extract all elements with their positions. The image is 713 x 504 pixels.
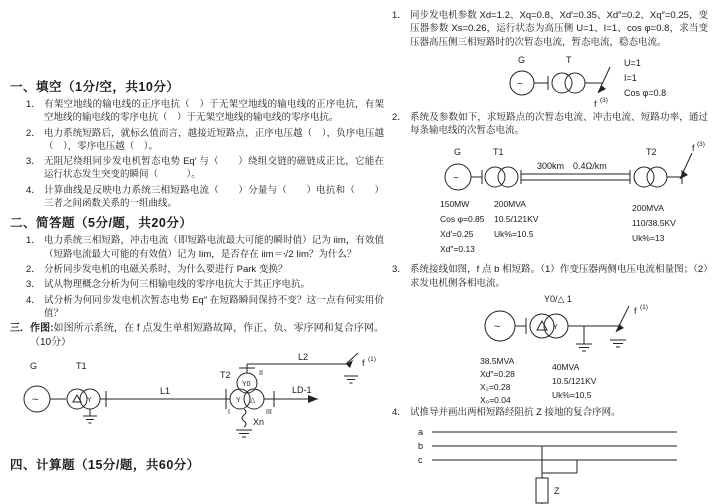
svg-text:Cos φ=0.85: Cos φ=0.85 bbox=[440, 214, 485, 225]
generator-label: G bbox=[30, 361, 38, 372]
t2-label: T2 bbox=[646, 147, 657, 158]
t1-parameters bbox=[494, 199, 539, 239]
calc-question-1 bbox=[392, 9, 708, 49]
neutral-ground bbox=[576, 326, 592, 351]
short-answer-item bbox=[26, 263, 384, 276]
svg-text:X₂=0.28: X₂=0.28 bbox=[480, 382, 511, 393]
neutral-reactor-xn bbox=[236, 409, 264, 437]
item-text: 试分析为何同步发电机次暂态电势 Eq″ 在短路瞬间保持不变？这一点有何实用价值？ bbox=[44, 294, 384, 319]
item-text: 系统接线如图，f 点 b 相短路。（1）作变压器两侧电压电流相量图；（2）求发电机侧各相电流。 bbox=[410, 264, 708, 289]
generator-label: G bbox=[454, 147, 462, 158]
t2-y0-winding: Y0 bbox=[242, 381, 251, 389]
svg-text:110/38.5KV: 110/38.5KV bbox=[632, 218, 676, 229]
transformer-label: T bbox=[566, 54, 572, 65]
svg-text:Xd′=0.25: Xd′=0.25 bbox=[440, 229, 474, 240]
transformer-symbol bbox=[530, 314, 568, 338]
generator-label: G bbox=[518, 54, 526, 65]
t1-label: T1 bbox=[493, 147, 504, 158]
ground-symbol bbox=[344, 376, 358, 383]
fault-superscript: (1) bbox=[640, 304, 648, 312]
calc-question-3 bbox=[392, 263, 708, 290]
fault-label: f bbox=[594, 98, 597, 109]
transformer-symbol bbox=[552, 73, 585, 93]
q3-diagram bbox=[392, 292, 708, 404]
item-number: 1． bbox=[392, 10, 407, 21]
generator-symbol bbox=[510, 71, 534, 95]
item-text: 无阻尼绕组同步发电机暂态电势 Eq′ 与（ ）绕组交链的磁链成正比，它能在运行状态发生突变的瞬间（ ）。 bbox=[44, 156, 384, 181]
item-number: 3． bbox=[26, 156, 41, 168]
q1-diagram bbox=[392, 51, 708, 109]
item-number: 1． bbox=[26, 235, 41, 247]
generator-symbol bbox=[24, 361, 66, 412]
item-number: 3． bbox=[26, 279, 41, 291]
transformer-parameters bbox=[552, 362, 597, 400]
generator-parameters bbox=[440, 199, 485, 254]
generator-parameters bbox=[480, 356, 515, 404]
transformer-t1-symbol bbox=[485, 167, 518, 187]
phase-b-label: b bbox=[418, 441, 424, 452]
transmission-line-symbol bbox=[521, 161, 630, 180]
phase-c-label: c bbox=[418, 455, 423, 466]
t2-label: T2 bbox=[220, 370, 231, 381]
svg-text:Uk%=10.5: Uk%=10.5 bbox=[494, 229, 534, 240]
section4-title: 四、计算题（15分/题，共60分） bbox=[10, 458, 200, 473]
item-text: 试推导并画出两相短路经阻抗 Z 接地的复合序网。 bbox=[410, 407, 621, 419]
short-answer-item bbox=[26, 234, 384, 261]
short-answer-item bbox=[26, 278, 384, 291]
item-text: 分析同步发电机的电磁关系时，为什么要进行 Park 变换？ bbox=[44, 263, 288, 275]
winding-I-label: I bbox=[228, 409, 230, 417]
fault-superscript: (3) bbox=[697, 141, 705, 149]
item-number: 4． bbox=[26, 184, 41, 196]
svg-text:10.5/121KV: 10.5/121KV bbox=[552, 376, 597, 387]
t1-label: T1 bbox=[76, 361, 87, 372]
z-label: Z bbox=[554, 486, 560, 497]
item-text: 有架空地线的输电线的正序电抗（ ）于无架空地线的输电线的正序电抗，有架空地线的输电线的零序电抗（ ）于无架空地线的输电线的零序电抗。 bbox=[44, 99, 384, 124]
section3-drawing-task bbox=[10, 322, 384, 350]
section2-title: 二、简答题（5分/题，共20分） bbox=[10, 216, 193, 231]
transformer-t1-symbol bbox=[67, 361, 100, 423]
item-number: 1． bbox=[26, 99, 41, 110]
svg-text:150MW: 150MW bbox=[440, 199, 470, 210]
item-text: 系统及参数如下，求短路点的次暂态电流、冲击电流、短路功率，通过每条输电线的次暂态电流。 bbox=[410, 111, 708, 137]
item-number: 2． bbox=[26, 263, 41, 275]
item-number: 3． bbox=[392, 264, 407, 276]
ground-symbol bbox=[83, 416, 97, 423]
short-answer-item bbox=[26, 294, 384, 321]
svg-text:40MVA: 40MVA bbox=[552, 362, 580, 373]
powerfactor-label: Cos φ=0.8 bbox=[624, 87, 667, 98]
transformer-t2-threewinding-symbol bbox=[220, 370, 272, 416]
calc-question-4 bbox=[392, 406, 708, 419]
fault-icon bbox=[594, 67, 610, 109]
q2-diagram bbox=[392, 139, 708, 261]
item-number: 2． bbox=[392, 111, 407, 123]
section3-number: 三. bbox=[10, 323, 23, 335]
svg-text:Uk%=10.5: Uk%=10.5 bbox=[552, 390, 592, 401]
t2-delta-winding: △ bbox=[250, 397, 256, 405]
generator-symbol bbox=[445, 164, 471, 190]
fault-superscript: (3) bbox=[600, 96, 608, 104]
generator-symbol bbox=[485, 311, 515, 341]
item-number: 4． bbox=[26, 294, 41, 306]
t1-y-winding: Y bbox=[87, 397, 92, 405]
fault-superscript: (1) bbox=[368, 356, 376, 364]
l2-label: L2 bbox=[298, 352, 309, 363]
svg-text:~: ~ bbox=[494, 321, 501, 334]
fault-label: f bbox=[692, 143, 695, 154]
xn-label: Xn bbox=[253, 417, 265, 428]
section3-label: 作图: bbox=[30, 323, 54, 335]
item-number: 2． bbox=[26, 127, 41, 139]
svg-text:200MVA: 200MVA bbox=[494, 199, 526, 210]
current-label: I=1 bbox=[624, 72, 637, 83]
winding-III-label: III bbox=[266, 409, 272, 417]
item-text: 计算曲线是反映电力系统三相短路电流（ ）分量与（ ）电抗和（ ）三者之间函数关系的一组曲线。 bbox=[44, 184, 384, 210]
y-winding: Y bbox=[553, 324, 558, 332]
item-number: 4． bbox=[392, 407, 407, 419]
winding-connection-label: Y0/△ 1 bbox=[544, 294, 572, 305]
fill-blank-item bbox=[26, 184, 384, 211]
fault-label: f bbox=[634, 306, 637, 317]
fill-blank-item bbox=[26, 155, 384, 182]
ground-symbol bbox=[236, 430, 252, 437]
right-column bbox=[392, 8, 708, 504]
voltage-label: U=1 bbox=[624, 57, 641, 68]
load-label: LD-1 bbox=[292, 385, 312, 396]
ground-symbol bbox=[576, 344, 592, 351]
t2-parameters bbox=[632, 203, 676, 243]
l1-label: L1 bbox=[160, 386, 171, 397]
ground-symbol bbox=[610, 340, 626, 347]
left-column bbox=[10, 74, 384, 476]
svg-text:Xd″=0.28: Xd″=0.28 bbox=[480, 369, 515, 380]
fault-label: f bbox=[362, 358, 365, 369]
calc-question-2 bbox=[392, 111, 708, 138]
item-text: 试从物理概念分析为何三相输电线的零序电抗大于其正序电抗。 bbox=[44, 279, 311, 291]
svg-text:~: ~ bbox=[32, 394, 39, 407]
load-feeder bbox=[264, 385, 318, 407]
impedance-z bbox=[533, 473, 560, 504]
winding-II-label: II bbox=[259, 370, 263, 378]
svg-text:~: ~ bbox=[453, 173, 459, 185]
svg-text:X₀=0.04: X₀=0.04 bbox=[480, 395, 511, 405]
transformer-t2-symbol bbox=[634, 167, 667, 187]
item-text: 同步发电机参数 Xd=1.2、Xq=0.8、Xd′=0.35、Xd″=0.2、Xq″=0.25，变压器参数 Xs=0.26，运行状态为高压侧 U=1、I=1、cos φ=0.8，求当变压器高压侧三相短路时的次暂态电流，暂态电流，稳态电流。 bbox=[410, 10, 708, 48]
svg-text:10.5/121KV: 10.5/121KV bbox=[494, 214, 539, 225]
fill-blank-item bbox=[26, 98, 384, 125]
section3-text: 如图所示系统，在 f 点发生单相短路故障，作正、负、零序网和复合序网。（10分） bbox=[30, 323, 384, 349]
fault-icon bbox=[344, 353, 376, 383]
svg-text:Xd″=0.13: Xd″=0.13 bbox=[440, 244, 475, 255]
fault-icon bbox=[680, 141, 705, 179]
line-length-label: 300km 0.4Ω/km bbox=[537, 161, 607, 172]
section1-title: 一、填空（1分/空，共10分） bbox=[10, 80, 180, 94]
item-text: 电力系统短路后，就标幺值而言，越接近短路点，正序电压越（ ），负序电压越（ ），零序电压越（ ）。 bbox=[44, 127, 384, 152]
svg-text:200MVA: 200MVA bbox=[632, 203, 664, 214]
drawing-task-diagram bbox=[10, 352, 384, 452]
fill-blank-item bbox=[26, 127, 384, 154]
t2-y-winding: Y bbox=[236, 397, 241, 405]
svg-text:Uk%=13: Uk%=13 bbox=[632, 233, 665, 244]
item-text: 电力系统三相短路，冲击电流（即短路电流最大可能的瞬时值）记为 iim，有效值（短路电流最大可能的有效值）记为 Iim，是否存在 iim＝√2 Iim？为什么？ bbox=[44, 235, 384, 260]
svg-text:~: ~ bbox=[517, 78, 523, 90]
svg-text:38.5MVA: 38.5MVA bbox=[480, 356, 515, 367]
q4-diagram bbox=[392, 421, 708, 504]
phase-a-label: a bbox=[418, 427, 424, 438]
